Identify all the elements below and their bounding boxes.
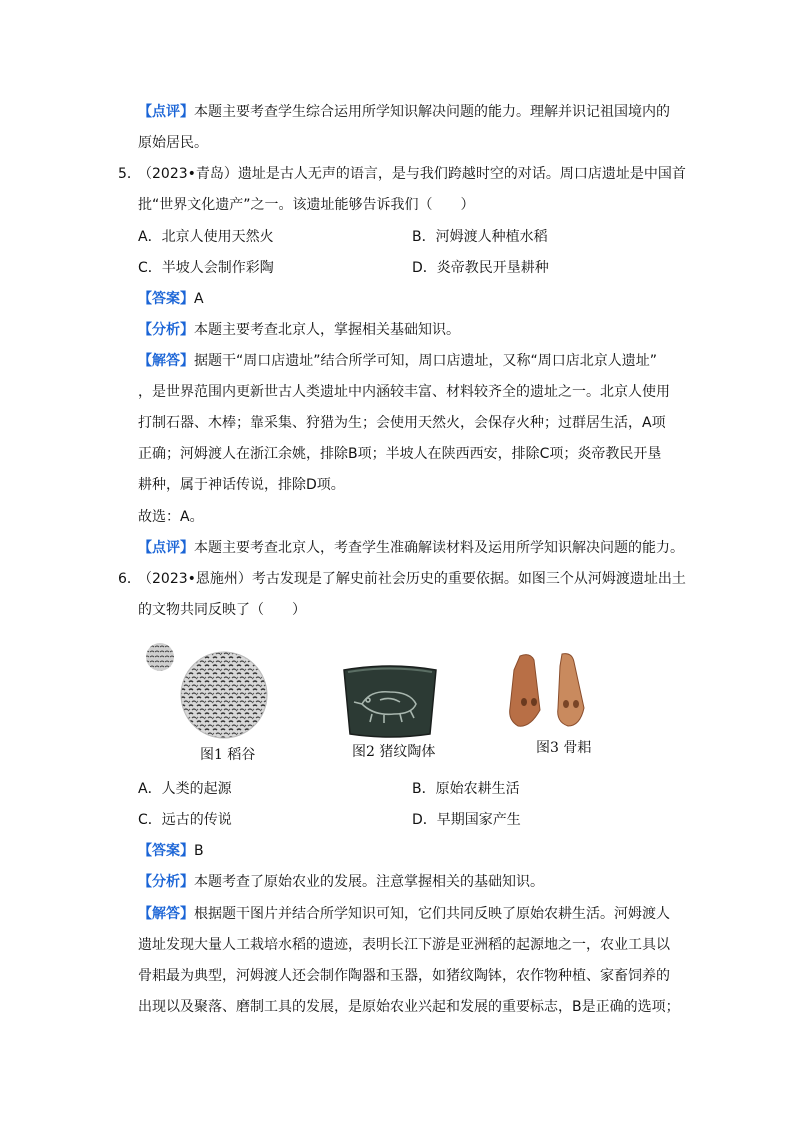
q6-solution-4: 出现以及聚落、磨制工具的发展，是原始农业兴起和发展的重要标志，B是正确的选项； — [138, 999, 680, 1015]
q6-option-b: B．原始农耕生活 — [412, 781, 520, 797]
review-tag: 【点评】 — [138, 104, 194, 120]
q6-solution-2: 遗址发现大量人工栽培水稻的遗迹，表明长江下游是亚洲稻的起源地之一，农业工具以 — [138, 937, 670, 953]
q5-option-d: D．炎帝教民开垦耕种 — [412, 260, 549, 276]
question-6-stem-1: （2023•恩施州）考古发现是了解史前社会历史的重要依据。如图三个从河姆渡遗址出土 — [138, 571, 686, 587]
figure-pig-pottery — [340, 660, 440, 740]
q6-option-d: D．早期国家产生 — [412, 812, 521, 828]
question-5-number: 5． — [118, 166, 141, 182]
q5-solution-5: 耕种，属于神话传说，排除D项。 — [138, 477, 345, 493]
q6-analysis: 【分析】本题考查了原始农业的发展。注意掌握相关的基础知识。 — [138, 874, 544, 890]
q5-choice: 故选：A。 — [138, 509, 204, 525]
q5-option-b: B．河姆渡人种植水稻 — [412, 229, 548, 245]
figure-1-caption: 图1 稻谷 — [200, 747, 256, 763]
small-grain-cluster — [146, 643, 174, 671]
q5-review: 【点评】本题主要考查北京人，考查学生准确解读材料及运用所学知识解决问题的能力。 — [138, 540, 684, 556]
q6-solution-3: 骨耜最为典型，河姆渡人还会制作陶器和玉器，如猪纹陶钵，农作物种植、家畜饲养的 — [138, 968, 670, 984]
q5-solution-2: ，是世界范围内更新世古人类遗址中内涵较丰富、材料较齐全的遗址之一。北京人使用 — [138, 384, 670, 400]
q6-solution-1: 【解答】根据题干图片并结合所学知识可知，它们共同反映了原始农耕生活。河姆渡人 — [138, 906, 670, 922]
q5-solution-3: 打制石器、木棒；靠采集、狩猎为生；会使用天然火，会保存火种；过群居生活，A项 — [138, 415, 666, 431]
q5-solution-1: 【解答】据题干“周口店遗址”结合所学可知，周口店遗址，又称“周口店北京人遗址” — [138, 353, 658, 369]
q5-option-a: A．北京人使用天然火 — [138, 229, 274, 245]
q5-analysis: 【分析】本题主要考查北京人，掌握相关基础知识。 — [138, 322, 460, 338]
figure-3-caption: 图3 骨耜 — [536, 740, 592, 756]
q6-answer: 【答案】B — [138, 843, 204, 859]
figure-rice-grains — [140, 640, 270, 740]
q5-option-c: C．半坡人会制作彩陶 — [138, 260, 274, 276]
question-5-stem-2: 批“世界文化遗产”之一。该遗址能够告诉我们（ ） — [138, 197, 475, 213]
q6-option-a: A．人类的起源 — [138, 781, 232, 797]
q6-option-c: C．远古的传说 — [138, 812, 232, 828]
question-6-stem-2: 的文物共同反映了（ ） — [138, 602, 306, 618]
q5-answer: 【答案】A — [138, 291, 204, 307]
figure-bone-spade — [500, 650, 600, 732]
q5-solution-4: 正确；河姆渡人在浙江余姚，排除B项；半坡人在陕西西安，排除C项；炎帝教民开垦 — [138, 446, 662, 462]
review-line-2: 原始居民。 — [138, 135, 208, 151]
question-5-stem-1: （2023•青岛）遗址是古人无声的语言，是与我们跨越时空的对话。周口店遗址是中国首 — [138, 166, 686, 182]
figure-2-caption: 图2 猪纹陶体 — [352, 744, 436, 760]
question-6-number: 6． — [118, 571, 141, 587]
large-grain-cluster — [181, 652, 267, 738]
review-line-1: 【点评】本题主要考查学生综合运用所学知识解决问题的能力。理解并识记祖国境内的 — [138, 104, 670, 120]
